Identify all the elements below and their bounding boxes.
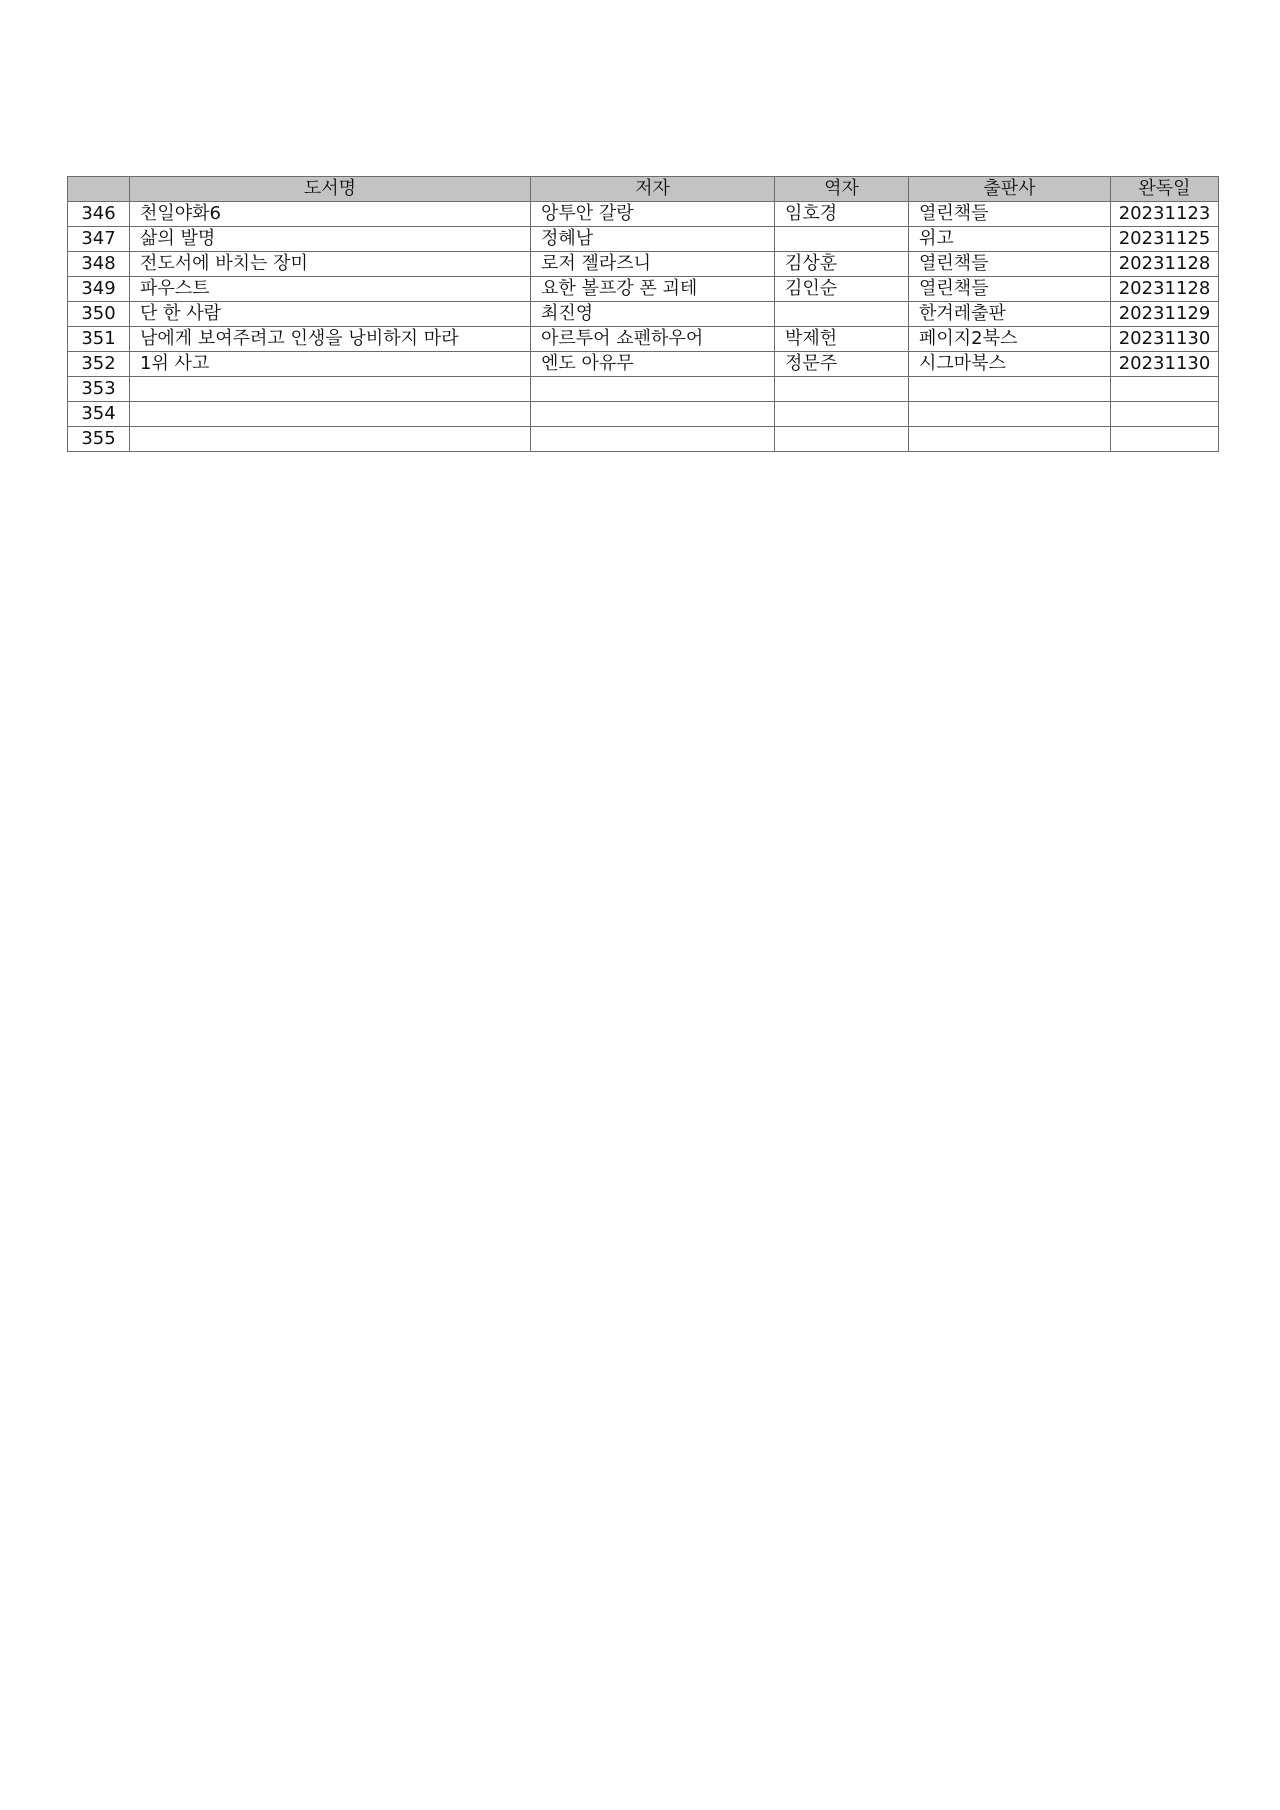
cell-author: 요한 볼프강 폰 괴테 (531, 277, 775, 302)
header-publisher: 출판사 (909, 177, 1111, 202)
cell-number: 349 (68, 277, 130, 302)
table-row (68, 352, 1219, 377)
cell-number: 352 (68, 352, 130, 377)
table-row (68, 202, 1219, 227)
cell-finished-date: 20231130 (1111, 327, 1219, 352)
cell-title (130, 402, 531, 427)
cell-author (531, 402, 775, 427)
cell-publisher: 열린책들 (909, 277, 1111, 302)
cell-publisher (909, 377, 1111, 402)
header-author: 저자 (531, 177, 775, 202)
cell-title: 삶의 발명 (130, 227, 531, 252)
cell-translator: 김인순 (775, 277, 909, 302)
cell-number: 347 (68, 227, 130, 252)
cell-title (130, 427, 531, 452)
cell-number: 353 (68, 377, 130, 402)
cell-author: 엔도 아유무 (531, 352, 775, 377)
cell-title: 전도서에 바치는 장미 (130, 252, 531, 277)
cell-translator (775, 227, 909, 252)
cell-author: 아르투어 쇼펜하우어 (531, 327, 775, 352)
header-title: 도서명 (130, 177, 531, 202)
cell-translator (775, 427, 909, 452)
cell-translator: 임호경 (775, 202, 909, 227)
header-finished-date: 완독일 (1111, 177, 1219, 202)
cell-finished-date: 20231123 (1111, 202, 1219, 227)
table-row (68, 427, 1219, 452)
cell-author: 정혜남 (531, 227, 775, 252)
cell-author (531, 377, 775, 402)
cell-publisher (909, 427, 1111, 452)
cell-title: 1위 사고 (130, 352, 531, 377)
cell-number: 350 (68, 302, 130, 327)
cell-title (130, 377, 531, 402)
table-row (68, 277, 1219, 302)
cell-title: 천일야화6 (130, 202, 531, 227)
cell-finished-date (1111, 377, 1219, 402)
table-row (68, 252, 1219, 277)
cell-author (531, 427, 775, 452)
cell-number: 354 (68, 402, 130, 427)
cell-finished-date: 20231130 (1111, 352, 1219, 377)
cell-publisher: 열린책들 (909, 252, 1111, 277)
cell-publisher: 열린책들 (909, 202, 1111, 227)
cell-number: 348 (68, 252, 130, 277)
table-row (68, 402, 1219, 427)
cell-number: 351 (68, 327, 130, 352)
table-row (68, 302, 1219, 327)
header-row (68, 177, 1219, 202)
cell-finished-date (1111, 427, 1219, 452)
cell-finished-date (1111, 402, 1219, 427)
cell-number: 346 (68, 202, 130, 227)
cell-publisher: 위고 (909, 227, 1111, 252)
reading-log-table (67, 176, 1219, 452)
cell-translator (775, 377, 909, 402)
cell-author: 최진영 (531, 302, 775, 327)
cell-title: 파우스트 (130, 277, 531, 302)
cell-number: 355 (68, 427, 130, 452)
cell-finished-date: 20231128 (1111, 277, 1219, 302)
cell-finished-date: 20231128 (1111, 252, 1219, 277)
cell-publisher: 페이지2북스 (909, 327, 1111, 352)
header-number (68, 177, 130, 202)
cell-author: 로저 젤라즈니 (531, 252, 775, 277)
cell-finished-date: 20231125 (1111, 227, 1219, 252)
table-row (68, 327, 1219, 352)
cell-author: 앙투안 갈랑 (531, 202, 775, 227)
table-row (68, 377, 1219, 402)
cell-title: 단 한 사람 (130, 302, 531, 327)
cell-translator: 정문주 (775, 352, 909, 377)
cell-translator: 박제헌 (775, 327, 909, 352)
cell-title: 남에게 보여주려고 인생을 낭비하지 마라 (130, 327, 531, 352)
cell-publisher: 한겨레출판 (909, 302, 1111, 327)
table-row (68, 227, 1219, 252)
cell-publisher: 시그마북스 (909, 352, 1111, 377)
header-translator: 역자 (775, 177, 909, 202)
cell-finished-date: 20231129 (1111, 302, 1219, 327)
cell-publisher (909, 402, 1111, 427)
cell-translator (775, 302, 909, 327)
cell-translator: 김상훈 (775, 252, 909, 277)
cell-translator (775, 402, 909, 427)
